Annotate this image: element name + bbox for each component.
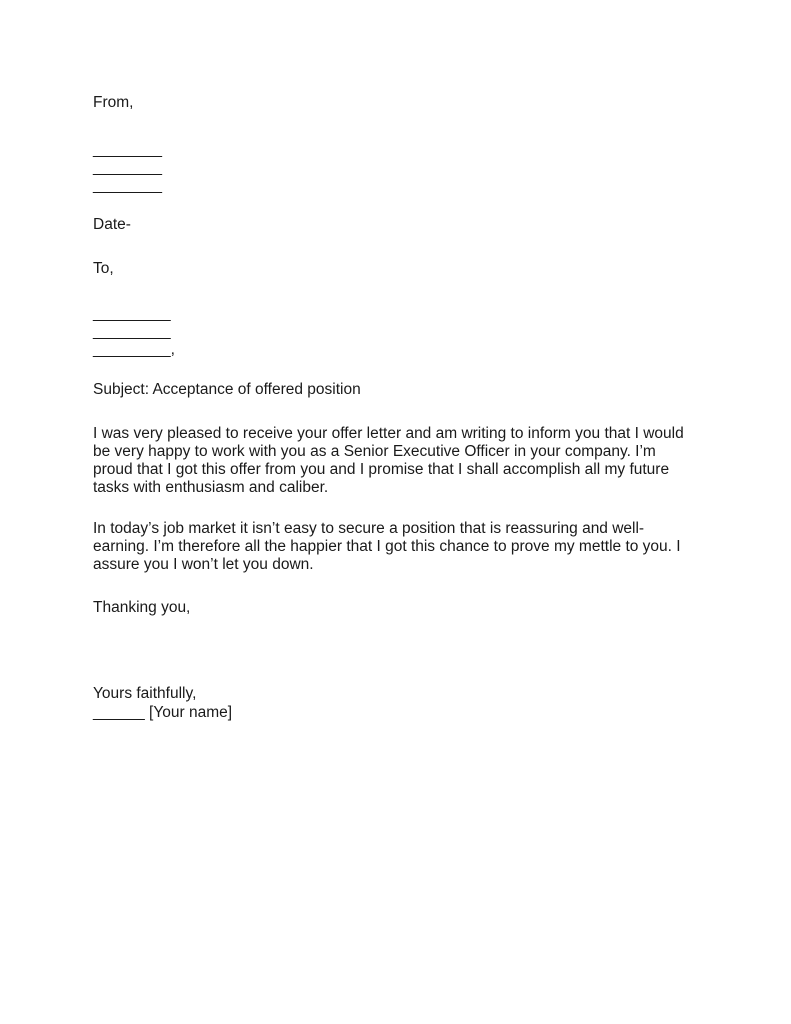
subject-line: Subject: Acceptance of offered position bbox=[93, 381, 361, 398]
to-blank-line-1: _________ bbox=[93, 305, 171, 322]
paragraph-1-line: proud that I got this offer from you and I promise that I shall accomplish all my future bbox=[93, 461, 670, 478]
paragraph-1 bbox=[93, 425, 693, 497]
from-blank-line-1: ________ bbox=[93, 141, 162, 158]
closing-line: Yours faithfully, bbox=[93, 685, 197, 702]
paragraph-2-line: assure you I won’t let you down. bbox=[93, 556, 314, 573]
to-blank-line-3: _________, bbox=[93, 341, 175, 358]
paragraph-2 bbox=[93, 520, 693, 574]
to-label: To, bbox=[93, 260, 114, 277]
from-blank-line-3: ________ bbox=[93, 177, 162, 194]
paragraph-1-line: tasks with enthusiasm and caliber. bbox=[93, 479, 329, 496]
to-blank-line-2: _________ bbox=[93, 323, 171, 340]
paragraph-1-line: be very happy to work with you as a Senior Executive Officer in your company. I’m bbox=[93, 443, 656, 460]
paragraph-1-line: I was very pleased to receive your offer letter and am writing to inform you that I would bbox=[93, 425, 684, 442]
from-blank-line-2: ________ bbox=[93, 159, 162, 176]
date-label: Date- bbox=[93, 216, 131, 233]
from-label: From, bbox=[93, 94, 134, 111]
thanking-line: Thanking you, bbox=[93, 599, 191, 616]
signature-line: ______ [Your name] bbox=[93, 704, 233, 721]
paragraph-2-line: earning. I’m therefore all the happier that I got this chance to prove my mettle to you. I bbox=[93, 538, 681, 555]
paragraph-2-line: In today’s job market it isn’t easy to secure a position that is reassuring and well- bbox=[93, 520, 645, 537]
